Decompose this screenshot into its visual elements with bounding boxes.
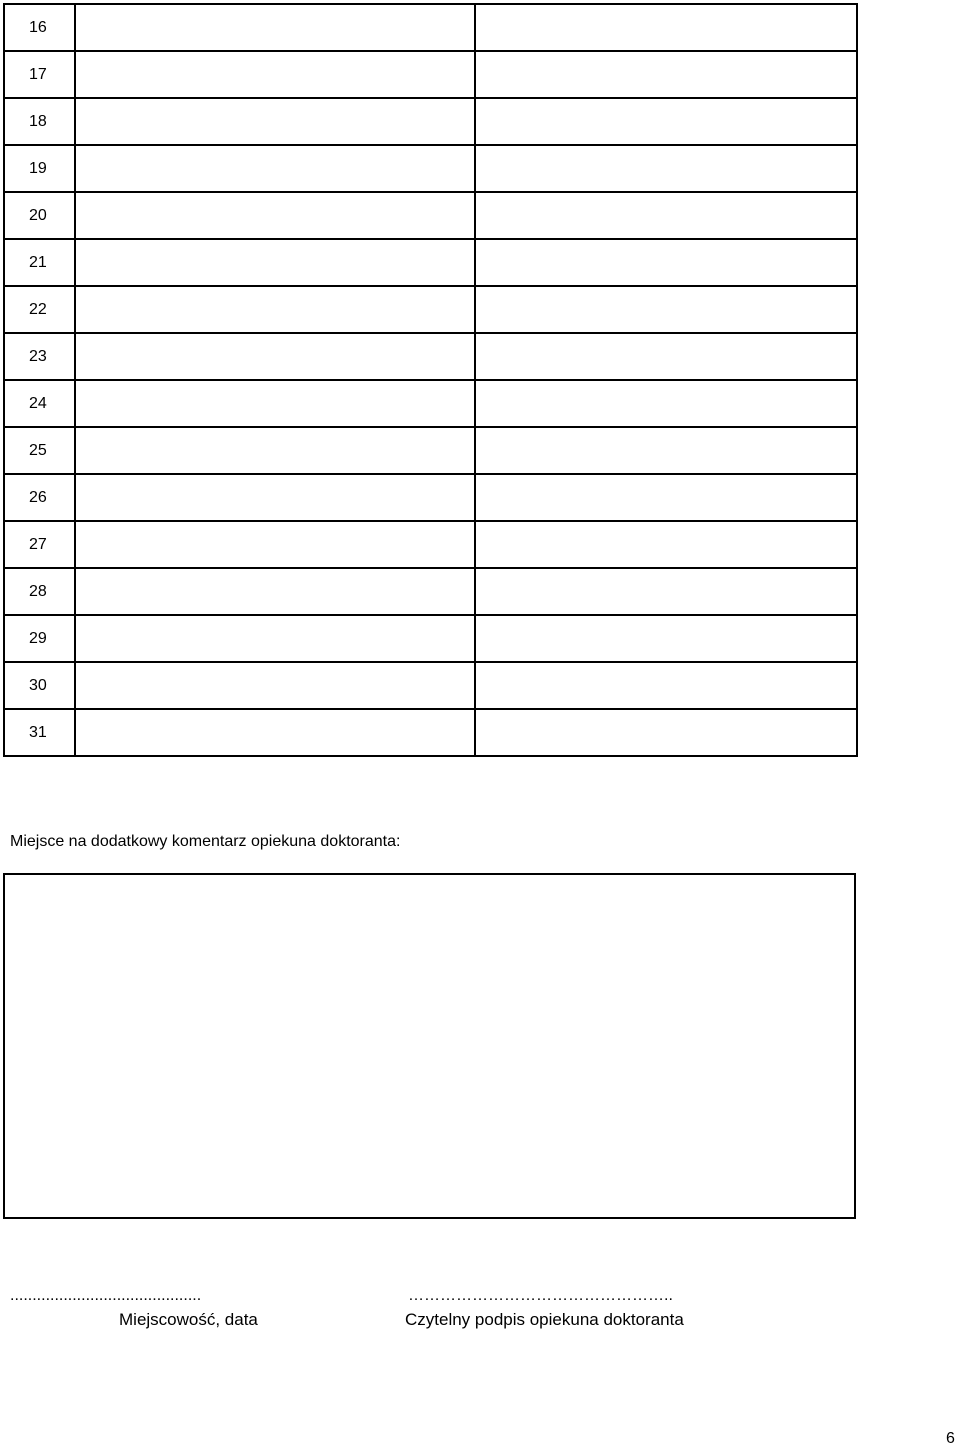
table-row [4,709,857,756]
row-number: 31 [4,709,75,756]
entry-cell[interactable] [475,521,857,568]
row-number: 17 [4,51,75,98]
entry-cell[interactable] [475,4,857,51]
table-row [4,662,857,709]
table-row [4,4,857,51]
row-number: 18 [4,98,75,145]
row-number: 27 [4,521,75,568]
row-number: 28 [4,568,75,615]
row-number: 20 [4,192,75,239]
entry-cell[interactable] [475,615,857,662]
entry-cell[interactable] [75,98,475,145]
table-row [4,568,857,615]
table-row [4,380,857,427]
table-row [4,333,857,380]
entry-cell[interactable] [75,662,475,709]
entry-cell[interactable] [475,98,857,145]
entry-cell[interactable] [475,709,857,756]
table-row [4,51,857,98]
row-number: 26 [4,474,75,521]
entry-cell[interactable] [75,145,475,192]
entry-cell[interactable] [75,286,475,333]
entry-cell[interactable] [75,192,475,239]
daily-log-table [3,3,858,757]
entry-cell[interactable] [75,51,475,98]
log-table-body [4,4,857,756]
entry-cell[interactable] [75,4,475,51]
table-row [4,427,857,474]
table-row [4,239,857,286]
entry-cell[interactable] [475,568,857,615]
row-number: 19 [4,145,75,192]
entry-cell[interactable] [75,239,475,286]
entry-cell[interactable] [75,427,475,474]
table-row [4,474,857,521]
table-row [4,521,857,568]
entry-cell[interactable] [75,474,475,521]
row-number: 29 [4,615,75,662]
row-number: 21 [4,239,75,286]
signature-dotted-line: ………………………………………….. [408,1287,673,1304]
comment-label: Miejsce na dodatkowy komentarz opiekuna doktoranta: [10,833,401,850]
entry-cell[interactable] [475,51,857,98]
entry-cell[interactable] [475,333,857,380]
place-date-dotted-line: ........................................... [10,1287,202,1304]
row-number: 23 [4,333,75,380]
table-row [4,145,857,192]
entry-cell[interactable] [75,709,475,756]
entry-cell[interactable] [475,662,857,709]
row-number: 22 [4,286,75,333]
row-number: 30 [4,662,75,709]
table-row [4,286,857,333]
row-number: 25 [4,427,75,474]
entry-cell[interactable] [475,286,857,333]
entry-cell[interactable] [475,192,857,239]
entry-cell[interactable] [475,239,857,286]
signature-caption: Czytelny podpis opiekuna doktoranta [405,1310,684,1329]
entry-cell[interactable] [75,380,475,427]
entry-cell[interactable] [475,380,857,427]
entry-cell[interactable] [475,474,857,521]
table-row [4,192,857,239]
entry-cell[interactable] [75,568,475,615]
row-number: 16 [4,4,75,51]
page-number: 6 [946,1430,955,1447]
comment-box[interactable] [3,873,856,1219]
entry-cell[interactable] [475,427,857,474]
entry-cell[interactable] [75,333,475,380]
table-row [4,615,857,662]
row-number: 24 [4,380,75,427]
entry-cell[interactable] [475,145,857,192]
place-date-caption: Miejscowość, data [119,1310,258,1329]
entry-cell[interactable] [75,521,475,568]
table-row [4,98,857,145]
entry-cell[interactable] [75,615,475,662]
